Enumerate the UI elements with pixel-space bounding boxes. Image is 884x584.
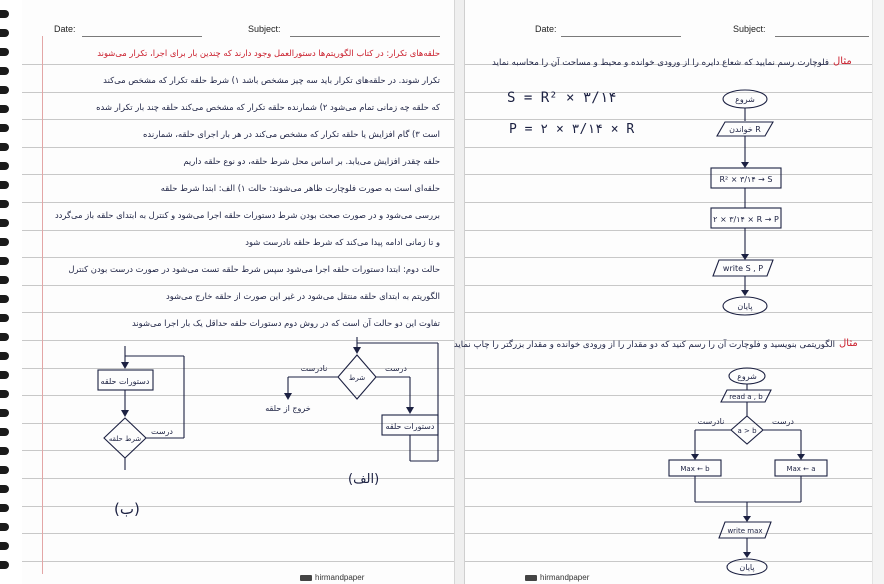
binder-ring [0, 371, 9, 379]
binder-ring [0, 409, 9, 417]
ex1-write-text: write S , P [722, 264, 764, 273]
ex1-read-text: خواندن R [729, 125, 761, 134]
ruled-line [22, 230, 454, 231]
binder-ring [0, 219, 9, 227]
ex2-right-box-text: Max ← a [786, 465, 816, 473]
flowchart-b-body-text: دستورات حلقه [100, 377, 150, 386]
binder-ring [0, 143, 9, 151]
ruled-line [22, 147, 454, 148]
ruled-line [22, 561, 454, 562]
binder-ring [0, 542, 9, 550]
binder-ring [0, 561, 9, 569]
note-line: تکرار شوند. در حلقه‌های تکرار باید سه چیز مشخص باشد ۱) شرط حلقه تکرار که مشخص می‌کند [103, 75, 440, 85]
date-field-line [82, 36, 202, 37]
ex2-write-text: write max [727, 527, 763, 535]
flowchart-a-exit-text: خروج از حلقه [265, 404, 311, 413]
note-line: که حلقه چه زمانی تمام می‌شود ۲) شمارنده حلقه تکرار که مشخص می‌کند حلقه چند بار تکرار شده [96, 102, 440, 112]
ex2-true-label: درست [772, 417, 794, 426]
binder-ring [0, 29, 9, 37]
flowchart-b-caption: (ب) [114, 500, 140, 518]
subject-field-line [775, 36, 869, 37]
ex2-condition-text: a > b [737, 427, 757, 435]
footer-brand-text: hirmandpaper [540, 573, 590, 582]
ex1-arrowhead4 [741, 254, 749, 260]
ex2-false-label: نادرست [697, 417, 725, 426]
ex1-area-text: R² × ۳/۱۴ → S [719, 175, 773, 184]
ruled-line [22, 257, 454, 258]
example1-question: فلوچارت رسم نمایید که شعاع دایره را از ورودی خوانده و محیط و مساحت آن را محاسبه نماید [492, 58, 829, 68]
page-footer-brand [300, 573, 364, 582]
footer-brand-text: hirmandpaper [315, 573, 365, 582]
ruled-line [22, 174, 454, 175]
flowchart-a-true-label: درست [385, 364, 407, 373]
flowchart-a-false-label: نادرست [300, 364, 328, 373]
page-gutter [455, 0, 464, 584]
flowchart-example2 [655, 362, 835, 580]
flowchart-b-condition-text: شرط حلقه [108, 435, 142, 443]
brand-logo-icon [525, 575, 537, 581]
binder-ring [0, 48, 9, 56]
subject-field-line [290, 36, 440, 37]
date-field-line [561, 36, 681, 37]
ex1-arrowhead5 [741, 290, 749, 296]
flowchart-example1 [685, 88, 825, 318]
formula-perimeter: P = ۲ × ۳/۱۴ × R [509, 122, 635, 137]
ex2-read-text: read a , b [729, 393, 763, 401]
arrowhead-a3 [406, 407, 414, 414]
note-line: الگوریتم به ابتدای حلقه منتقل می‌شود در غیر این صورت از حلقه خارج می‌شود [165, 291, 440, 301]
arrowhead-a1 [353, 347, 361, 354]
left-notebook-page [22, 0, 455, 584]
ruled-line [22, 312, 454, 313]
note-line: و تا زمانی ادامه پیدا می‌کند که شرط حلقه نادرست شود [245, 237, 440, 247]
ex2-arrowhead-end [743, 552, 751, 558]
ex1-end-text: پایان [737, 302, 753, 311]
ruled-line [22, 64, 454, 65]
binder-ring [0, 276, 9, 284]
binder-ring [0, 314, 9, 322]
binder-ring [0, 333, 9, 341]
flowchart-b [80, 342, 200, 472]
binder-ring [0, 523, 9, 531]
date-label: Date: [535, 24, 557, 34]
arrowhead-a2 [284, 393, 292, 400]
note-line: حلقه‌ای است به صورت فلوچارت ظاهر می‌شوند: حالت ۱) الف: ابتدا شرط حلقه [160, 183, 440, 193]
binder-ring [0, 257, 9, 265]
ruled-line [22, 202, 454, 203]
next-page-edge [872, 0, 884, 584]
ex2-arrowhead-right [797, 454, 805, 460]
binder-ring [0, 504, 9, 512]
binder-ring [0, 447, 9, 455]
ruled-line [22, 506, 454, 507]
binder-ring [0, 10, 9, 18]
ex1-perimeter-text: ۲ × ۳/۱۴ × R → P [713, 215, 779, 224]
right-notebook-page [453, 0, 872, 584]
binder-ring [0, 352, 9, 360]
flowchart-a [262, 335, 442, 475]
flowchart-a-caption: (الف) [348, 472, 380, 487]
ex2-end-text: پایان [739, 563, 755, 572]
note-line: حلقه‌های تکرار: در کتاب الگوریتم‌ها دستورالعمل وجود دارند که چندین بار برای اجرا، تکرار می‌شوند [97, 48, 440, 58]
brand-logo-icon [300, 575, 312, 581]
example2-tag: مثال [839, 338, 858, 349]
note-line: است ۳) گام افزایش یا حلقه تکرار که مشخص می‌کند در هر بار اجرای حلقه، شمارنده [143, 129, 440, 139]
binder-ring [0, 181, 9, 189]
binder-ring [0, 105, 9, 113]
flowchart-a-body-text: دستورات حلقه [385, 422, 435, 431]
ex2-arrowhead-write [743, 516, 751, 522]
note-line: حلقه چقدر افزایش می‌یابد. بر اساس محل شرط حلقه، دو نوع حلقه داریم [183, 156, 440, 166]
ex1-arrowhead2 [741, 162, 749, 168]
binder-ring [0, 466, 9, 474]
ex1-start-text: شروع [735, 95, 755, 104]
binder-ring [0, 162, 9, 170]
binder-ring [0, 295, 9, 303]
margin-line [42, 36, 43, 574]
binder-ring [0, 238, 9, 246]
ex2-start-text: شروع [737, 372, 757, 381]
binder-ring [0, 124, 9, 132]
page-footer-brand [525, 573, 589, 582]
binder-ring [0, 67, 9, 75]
binder-ring [0, 428, 9, 436]
note-line: تفاوت این دو حالت آن است که در روش دوم دستورات حلقه حداقل یک بار اجرا می‌شوند [131, 318, 440, 328]
binder-spine [0, 0, 22, 584]
example1-tag: مثال [833, 56, 852, 67]
subject-label: Subject: [248, 24, 281, 34]
ruled-line [22, 285, 454, 286]
binder-ring [0, 390, 9, 398]
binder-ring [0, 200, 9, 208]
subject-label: Subject: [733, 24, 766, 34]
arrowhead-b2 [121, 410, 129, 417]
arrowhead-b1 [121, 362, 129, 369]
date-label: Date: [54, 24, 76, 34]
flowchart-b-true-label: درست [151, 427, 173, 436]
ruled-line [22, 119, 454, 120]
note-line: بررسی می‌شود و در صورت صحت بودن شرط دستورات حلقه اجرا می‌شود و کنترل به ابتدای حلقه باز می‌گردد [54, 210, 440, 220]
ruled-line [22, 533, 454, 534]
ruled-line [22, 92, 454, 93]
example2-question: الگوریتمی بنویسید و فلوچارت آن را رسم کنید که دو مقدار را از ورودی خوانده و مقدار بزرگتر را چاپ نماید [453, 340, 835, 350]
note-line: حالت دوم: ابتدا دستورات حلقه اجرا می‌شود سپس شرط حلقه تست می‌شود در صورت درست بودن کنترل [68, 264, 440, 274]
ex2-arrowhead-left [691, 454, 699, 460]
ruled-line [22, 478, 454, 479]
binder-ring [0, 485, 9, 493]
ex2-left-box-text: Max ← b [680, 465, 710, 473]
formula-area: S = R² × ۳/۱۴ [507, 90, 617, 106]
flowchart-a-condition-text: شرط [348, 374, 366, 382]
binder-ring [0, 86, 9, 94]
